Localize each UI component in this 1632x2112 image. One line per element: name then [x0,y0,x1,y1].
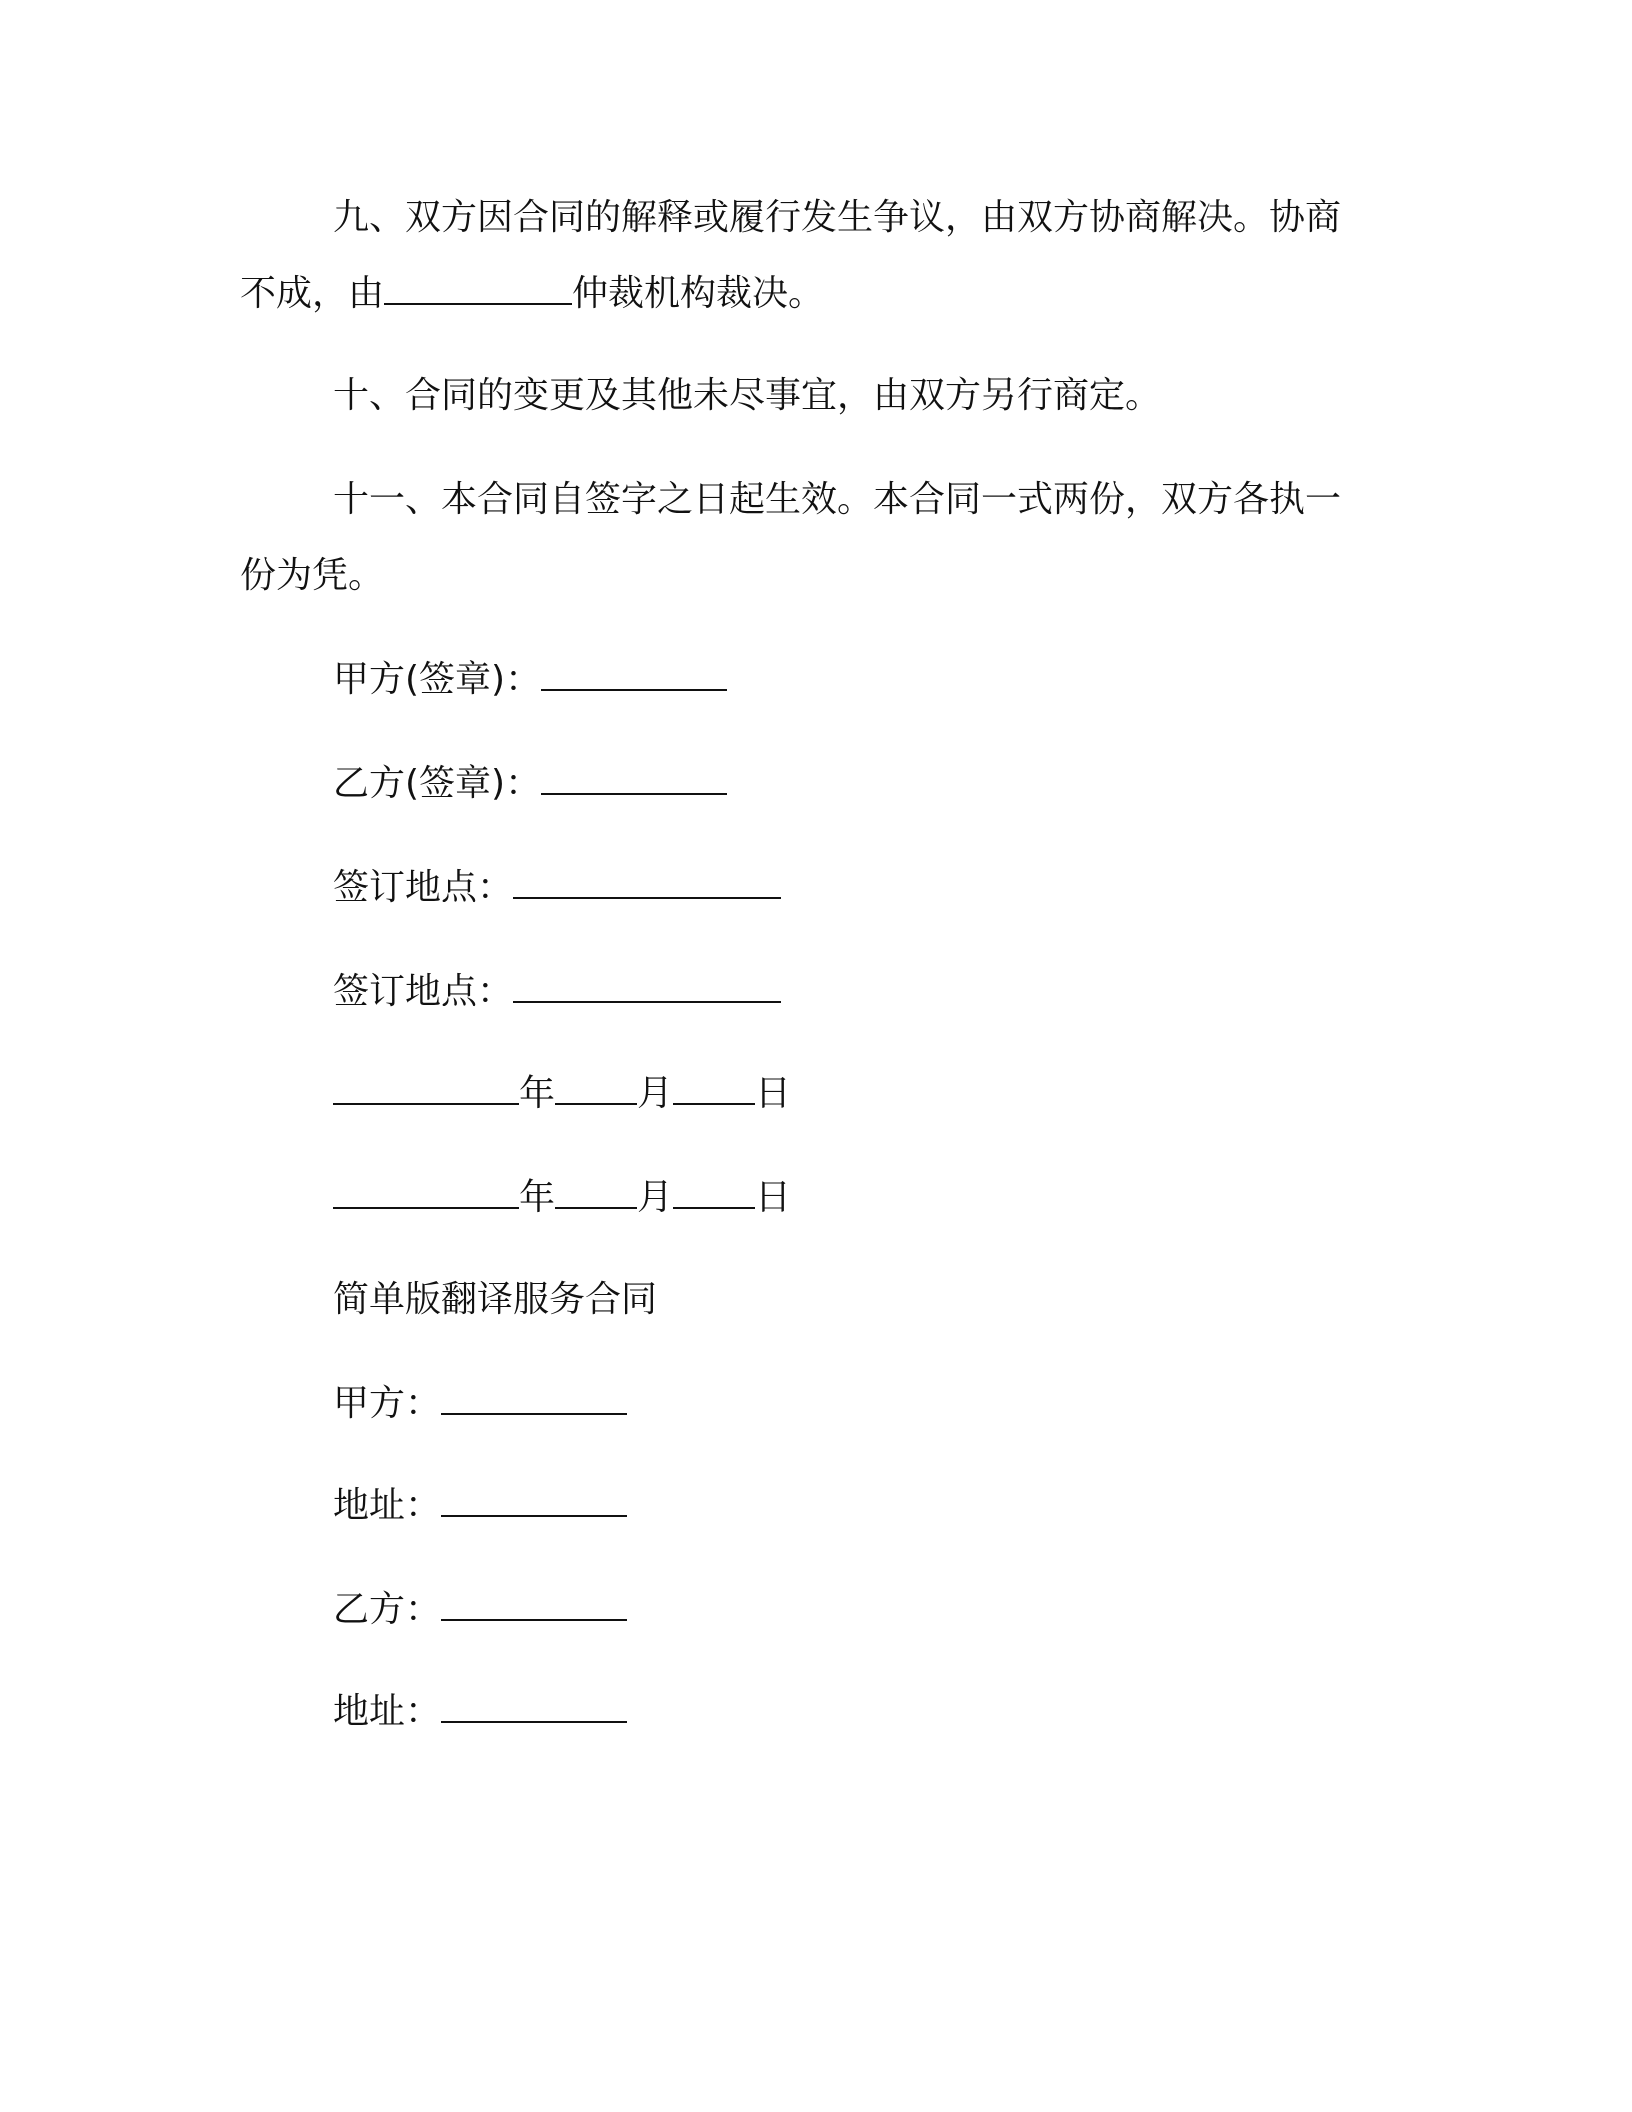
day-blank-2 [673,1177,755,1209]
year-label-2: 年 [519,1177,556,1218]
clause-9-line-2 [240,272,824,316]
second-party-a-blank [441,1383,627,1415]
date-line-2 [333,1176,791,1220]
signing-place-label-1: 签订地点： [333,867,514,908]
clause-9-prefix: 不成，由 [240,273,385,314]
clause-11-line-1: 十一、本合同自签字之日起生效。本合同一式两份，双方各执一 [333,479,1342,520]
clause-11-line-2: 份为凭。 [240,555,385,596]
day-label-1: 日 [755,1073,792,1114]
party-a-signature-label: 甲方(签章)： [333,659,542,700]
day-blank-1 [673,1073,755,1105]
party-a-signature-blank [541,659,727,691]
year-blank-1 [333,1073,519,1105]
signing-place-blank-2 [513,971,781,1003]
second-address-b-line [333,1690,627,1734]
month-label-1: 月 [637,1073,674,1114]
month-label-2: 月 [637,1177,674,1218]
arbitration-blank [384,273,572,305]
second-address-a-blank [441,1485,627,1517]
second-party-b-label: 乙方： [333,1589,442,1630]
clause-9-suffix: 仲裁机构裁决。 [572,273,825,314]
second-party-b-line [333,1588,627,1632]
date-line-1 [333,1072,791,1116]
second-address-b-blank [441,1691,627,1723]
second-party-a-label: 甲方： [333,1383,442,1424]
signing-place-label-2: 签订地点： [333,971,514,1012]
second-party-a-line [333,1382,627,1426]
second-contract-title: 简单版翻译服务合同 [333,1279,658,1320]
signing-place-blank-1 [513,867,781,899]
clause-10: 十、合同的变更及其他未尽事宜，由双方另行商定。 [333,375,1162,416]
party-b-signature-blank [541,763,727,795]
month-blank-1 [555,1073,637,1105]
second-party-b-blank [441,1589,627,1621]
year-label-1: 年 [519,1073,556,1114]
day-label-2: 日 [755,1177,792,1218]
signing-place-line-1 [333,866,781,910]
second-address-b-label: 地址： [333,1691,442,1732]
month-blank-2 [555,1177,637,1209]
party-a-signature-line [333,658,727,702]
clause-9-line-1: 九、双方因合同的解释或履行发生争议，由双方协商解决。协商 [333,197,1342,238]
party-b-signature-label: 乙方(签章)： [333,763,542,804]
signing-place-line-2 [333,970,781,1014]
second-address-a-line [333,1484,627,1528]
party-b-signature-line [333,762,727,806]
year-blank-2 [333,1177,519,1209]
second-address-a-label: 地址： [333,1485,442,1526]
